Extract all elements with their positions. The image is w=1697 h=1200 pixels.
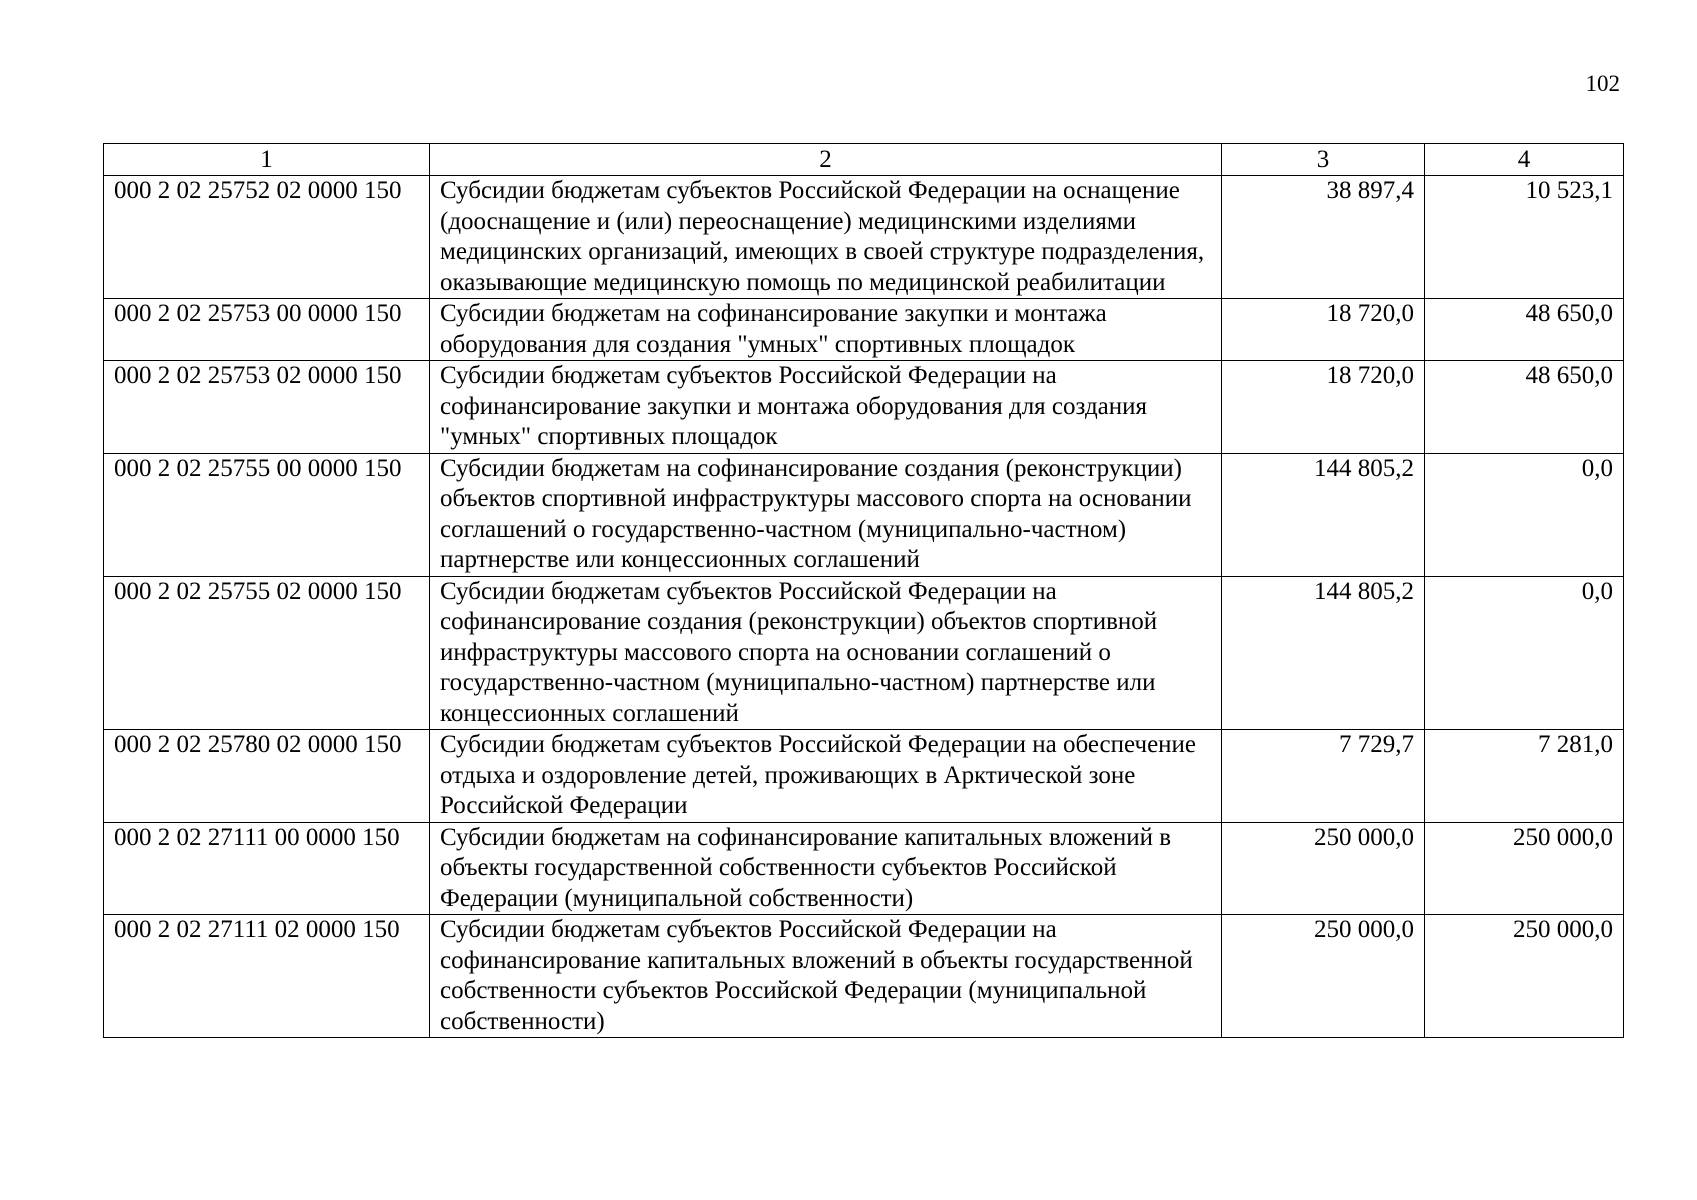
row-description: Субсидии бюджетам субъектов Российской Федерации на софинансирование создания (реконструкции) объектов спортивной инфраструктуры массового спорта на основании соглашений о государственно-частном (муниципально-частном) партнерстве или концессионных соглашений	[430, 576, 1222, 730]
row-col3-value: 144 805,2	[1222, 576, 1425, 730]
table-row	[104, 822, 1624, 915]
row-description: Субсидии бюджетам субъектов Российской Федерации на оснащение (дооснащение и (или) переоснащение) медицинскими изделиями медицинских организаций, имеющих в своей структуре подразделения, оказывающие медицинскую помощь по медицинской реабилитации	[430, 176, 1222, 299]
header-col-4: 4	[1425, 144, 1624, 176]
row-col4-value: 250 000,0	[1425, 915, 1624, 1038]
row-code: 000 2 02 27111 02 0000 150	[104, 915, 430, 1038]
table-row	[104, 299, 1624, 361]
row-col3-value: 7 729,7	[1222, 730, 1425, 823]
row-col4-value: 0,0	[1425, 576, 1624, 730]
table-row	[104, 453, 1624, 576]
row-description: Субсидии бюджетам субъектов Российской Федерации на софинансирование капитальных вложений в объекты государственной собственности субъектов Российской Федерации (муниципальной собственности)	[430, 915, 1222, 1038]
table-row	[104, 176, 1624, 299]
row-description: Субсидии бюджетам на софинансирование закупки и монтажа оборудования для создания "умных" спортивных площадок	[430, 299, 1222, 361]
row-col3-value: 18 720,0	[1222, 299, 1425, 361]
row-col3-value: 250 000,0	[1222, 822, 1425, 915]
table-header	[104, 144, 1624, 176]
row-description: Субсидии бюджетам на софинансирование капитальных вложений в объекты государственной собственности субъектов Российской Федерации (муниципальной собственности)	[430, 822, 1222, 915]
table-row	[104, 361, 1624, 454]
budget-table	[103, 143, 1624, 1038]
table-row	[104, 576, 1624, 730]
row-code: 000 2 02 25752 02 0000 150	[104, 176, 430, 299]
table-body	[104, 176, 1624, 1038]
row-code: 000 2 02 25755 00 0000 150	[104, 453, 430, 576]
row-code: 000 2 02 25755 02 0000 150	[104, 576, 430, 730]
row-code: 000 2 02 25780 02 0000 150	[104, 730, 430, 823]
row-description: Субсидии бюджетам на софинансирование создания (реконструкции) объектов спортивной инфраструктуры массового спорта на основании соглашений о государственно-частном (муниципально-частном) партнерстве или концессионных соглашений	[430, 453, 1222, 576]
row-description: Субсидии бюджетам субъектов Российской Федерации на обеспечение отдыха и оздоровление детей, проживающих в Арктической зоне Российской Федерации	[430, 730, 1222, 823]
row-col4-value: 7 281,0	[1425, 730, 1624, 823]
header-col-2: 2	[430, 144, 1222, 176]
row-col4-value: 250 000,0	[1425, 822, 1624, 915]
row-code: 000 2 02 25753 00 0000 150	[104, 299, 430, 361]
row-col4-value: 48 650,0	[1425, 299, 1624, 361]
table-row	[104, 730, 1624, 823]
page-number: 102	[1585, 71, 1620, 96]
row-col3-value: 38 897,4	[1222, 176, 1425, 299]
row-col4-value: 10 523,1	[1425, 176, 1624, 299]
row-col4-value: 48 650,0	[1425, 361, 1624, 454]
row-col3-value: 144 805,2	[1222, 453, 1425, 576]
row-col3-value: 250 000,0	[1222, 915, 1425, 1038]
row-col4-value: 0,0	[1425, 453, 1624, 576]
row-col3-value: 18 720,0	[1222, 361, 1425, 454]
row-description: Субсидии бюджетам субъектов Российской Федерации на софинансирование закупки и монтажа оборудования для создания "умных" спортивных площадок	[430, 361, 1222, 454]
header-col-1: 1	[104, 144, 430, 176]
table-row	[104, 915, 1624, 1038]
row-code: 000 2 02 25753 02 0000 150	[104, 361, 430, 454]
header-col-3: 3	[1222, 144, 1425, 176]
row-code: 000 2 02 27111 00 0000 150	[104, 822, 430, 915]
header-row	[104, 144, 1624, 176]
